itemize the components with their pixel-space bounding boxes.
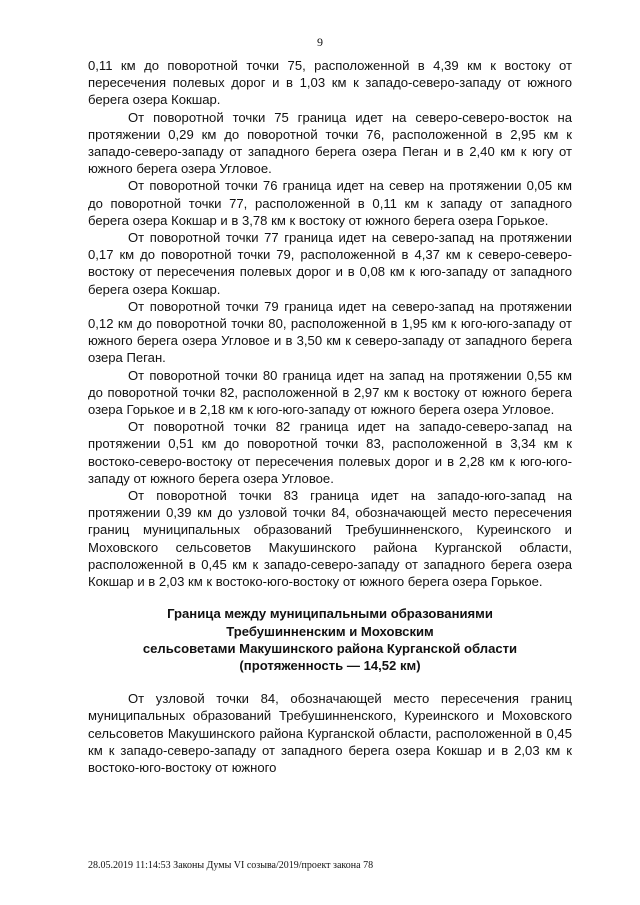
document-body — [88, 57, 572, 776]
paragraph: От поворотной точки 75 граница идет на северо-северо-восток на протяжении 0,29 км до поворотной точки 76, расположенной в 2,95 км к западо-северо-западу от западного берега озера Пеган и в 2,40 км к югу от южного берега озера Угловое. — [88, 109, 572, 177]
paragraph: От узловой точки 84, обозначающей место пересечения границ муниципальных образований Требушинненского, Куреинского и Моховского сельсоветов Макушинского района Курганской области, расположенной в 0,45 км к западо-северо-западу от западного берега озера Кокшар и в 2,03 км к востоко-юго-востоку от южного — [88, 691, 572, 775]
paragraph: 0,11 км до поворотной точки 75, расположенной в 4,39 км к востоку от пересечения полевых дорог и в 1,03 км к западо-северо-западу от южного берега озера Кокшар. — [88, 58, 572, 108]
paragraph: От поворотной точки 80 граница идет на запад на протяжении 0,55 км до поворотной точки 82, расположенной в 2,97 км к востоку от южного берега озера Горькое и в 2,18 км к юго-юго-западу от южного берега озера Угловое. — [88, 367, 572, 418]
paragraph: От поворотной точки 82 граница идет на западо-северо-запад на протяжении 0,51 км до поворотной точки 83, расположенной в 3,34 км к востоко-северо-востоку от пересечения полевых дорог и в 2,28 км к юго-юго-западу от южного берега озера Угловое. — [88, 419, 572, 486]
heading-line: сельсоветами Макушинского района Курганской области — [142, 640, 518, 656]
paragraph: От поворотной точки 79 граница идет на северо-запад на протяжении 0,12 км до поворотной точки 80, расположенной в 1,95 км к юго-юго-западу от южного берега озера Угловое и в 3,50 км к северо-западу от западного берега озера Пеган. — [88, 298, 572, 366]
paragraph: От поворотной точки 83 граница идет на западо-юго-запад на протяжении 0,39 км до узловой точки 84, обозначающей место пересечения границ муниципальных образований Требушинненского, Куреинского и Моховского сельсоветов Макушинского района Курганской области, расположенной в 0,45 км к западо-северо-западу от западного берега озера Кокшар и в 2,03 км к востоко-юго-востоку от южного берега озера Горькое. — [88, 488, 572, 590]
heading-line: (протяженность — 14,52 км) — [239, 657, 421, 673]
paragraph: От поворотной точки 76 граница идет на север на протяжении 0,05 км до поворотной точки 77, расположенной в 0,11 км к западу от западного берега озера Кокшар и в 3,78 км к востоку от южного берега озера Горькое. — [88, 178, 572, 228]
footer-metadata: 28.05.2019 11:14:53 Законы Думы VI созыва/2019/проект закона 78 — [88, 860, 374, 871]
section-heading — [88, 605, 572, 674]
page-number: 9 — [317, 35, 323, 49]
paragraph: От поворотной точки 77 граница идет на северо-запад на протяжении 0,17 км до поворотной точки 79, расположенной в 4,37 км к северо-северо-востоку от пересечения полевых дорог и в 0,08 км к юго-западу от западного берега озера Кокшар. — [88, 230, 572, 297]
heading-line: Требушинненским и Моховским — [226, 623, 434, 639]
heading-line: Граница между муниципальными образованиями — [167, 606, 493, 622]
